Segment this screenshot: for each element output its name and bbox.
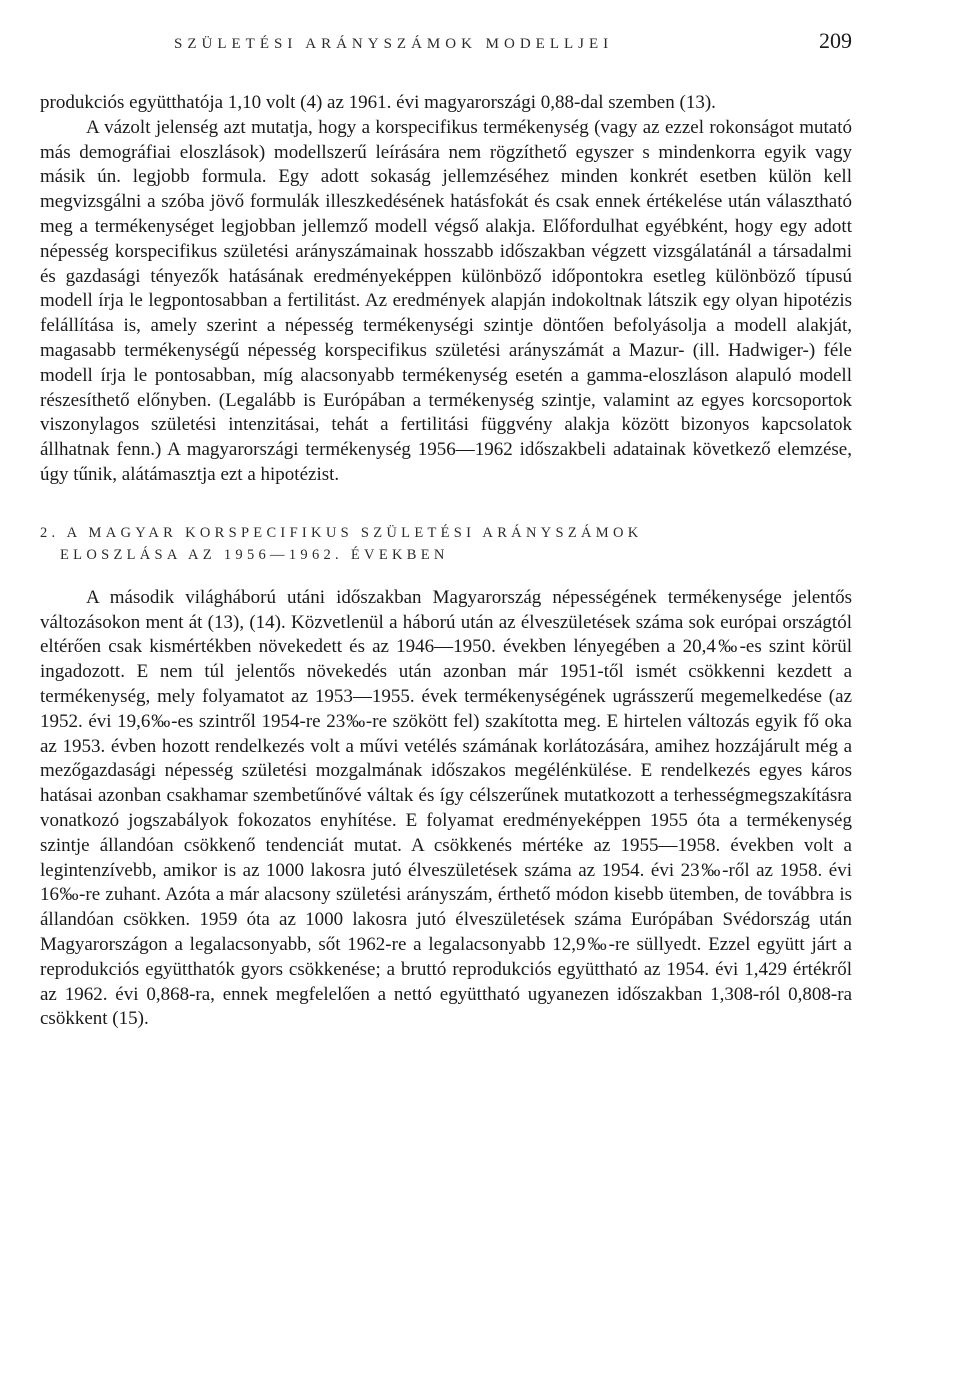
section-heading-line1: 2. A MAGYAR KORSPECIFIKUS SZÜLETÉSI ARÁNYSZÁMOK (40, 524, 643, 541)
section-heading (40, 522, 852, 566)
section-heading-line2: ELOSZLÁSA AZ 1956—1962. ÉVEKBEN (60, 546, 449, 563)
section-body-paragraph: A második világháború utáni időszakban Magyarország népességének termékenysége jelentős változásokon ment át (13), (14). Közvetlenül a háború után az élveszületések száma sok európai országtól eltérően csak kismértékben növekedett és az 1946—1950. években lényegében a 20,4‰-es szint körül ingadozott. E nem túl jelentős növekedés után azonban már 1951-től ismét csökkenni kezdett a termékenység, mely folyamatot az 1953—1955. évek termékenységének ugrásszerű megemelkedése (az 1952. évi 19,6‰-es szintről 1954-re 23‰-re szökött fel) szakította meg. E hirtelen változás egyik fő oka az 1953. évben hozott rendelkezés volt a művi vetélés számának korlátozására, amihez hozzájárult még a mezőgazdasági népesség születési mozgalmának időszakos megélénkülése. E rendelkezés egyes káros hatásai azonban csakhamar szembetűnővé váltak és így célszerűnek mutatkozott a terhességmegszakításra vonatkozó jogszabályok fokozatos enyhítése. E folyamat eredményeképpen 1955 óta a termékenység szintje állandóan csökkenő tendenciát mutat. A csökkenés mértéke az 1955—1958. években volt a legintenzívebb, amikor is az 1000 lakosra jutó élveszületések száma az 1954. évi 23‰-ről az 1958. évi 16‰-re zuhant. Azóta a már alacsony születési arányszám, érthető módon kisebb ütemben, de továbbra is állandóan csökken. 1959 óta az 1000 lakosra jutó élveszületések száma Európában Svédország után Magyarországon a legalacsonyabb, sőt 1962-re a legalacsonyabb 12,9‰-re süllyedt. Ezzel együtt járt a reprodukciós együtthatók gyors csökkenése; a bruttó reprodukciós együttható az 1954. évi 1,429 értékről az 1962. évi 0,868-ra, ennek megfelelően a nettó együttható ugyanezen időszakban 1,308-ról 0,808-ra csökkent (15). (40, 586, 852, 1030)
running-head (40, 28, 852, 68)
page-number: 209 (819, 28, 852, 53)
running-title: SZÜLETÉSI ARÁNYSZÁMOK MODELLJEI (174, 36, 614, 52)
paragraph-continuation: produkciós együtthatója 1,10 volt (4) az 1961. évi magyarországi 0,88-dal szemben (13). (40, 92, 716, 113)
paragraph-hypothesis: A vázolt jelenség azt mutatja, hogy a korspecifikus termékenység (vagy az ezzel rokonságot mutató más demográfiai eloszlások) modellszerű leírására nem rögzíthető egyszer s mindenkorra egyik vagy másik ún. legjobb formula. Egy adott sokaság jellemzéséhez minden konkrét esetben külön kell megvizsgálni a szóba jövő formulák illeszkedésének hatásfokát és csak ennek értékelése után választható meg a termékenységet legjobban jellemző modell végső alakja. Előfordulhat egyébként, hogy egy adott népesség korspecifikus születési arányszámainak hosszabb időszakban végzett vizsgálatánál a társadalmi és gazdasági tényezők hatásának eredményeképpen különböző időpontokra esetleg különböző típusú modell írja le legpontosabban a fertilitást. Az eredmények alapján indokoltnak látszik egy olyan hipotézis felállítása is, amely szerint a népesség termékenységi szintje döntően befolyásolja a modell alakját, magasabb termékenységű népesség korspecifikus születési arányszámát a Mazur- (ill. Hadwiger-) féle modell írja le pontosabban, míg alacsonyabb termékenység esetén a gamma-eloszláson alapuló modell részesíthető előnyben. (Legalább is Európában a termékenység szintje, valamint az egyes korcsoportok viszonylagos születési intenzitásai, tehát a fertilitási függvény alakja között bizonyos kapcsolatok állhatnak fenn.) A magyarországi termékenység 1956—1962 időszakbeli adatainak következő elemzése, úgy tűnik, alátámasztja ezt a hipotézist. (40, 116, 852, 485)
document-page (40, 28, 852, 1032)
